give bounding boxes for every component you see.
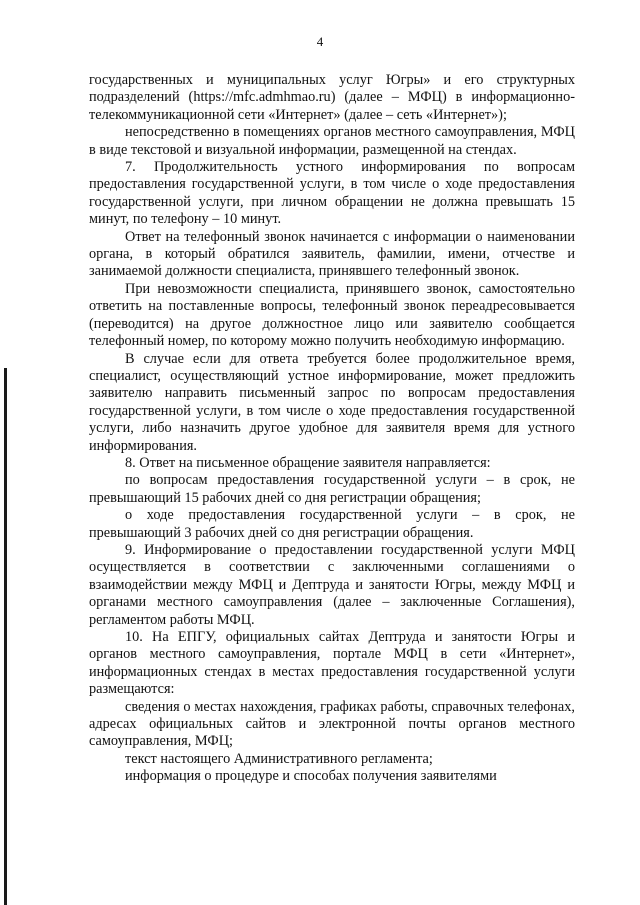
page-number: 4 [316,34,324,49]
paragraph-13: текст настоящего Административного регламента; [125,750,433,767]
document-body [89,72,575,786]
paragraph-8: по вопросам предоставления государственной услуги – в срок, не превышающий 15 рабочих дней со дня регистрации обращения; [89,472,575,506]
paragraph-6: В случае если для ответа требуется более продолжительное время, специалист, осуществляющий устное информирование, может предложить заявителю направить письменный запрос по вопросам предоставления государственной услуги, в том числе о ходе предоставления государственной услуги, либо назначить другое удобное для заявителя время для устного информирования. [89,350,575,454]
paragraph-4: Ответ на телефонный звонок начинается с информации о наименовании органа, в который обратился заявитель, фамилии, имени, отчестве и занимаемой должности специалиста, принявшего телефонный звонок. [89,228,575,280]
paragraph-2: непосредственно в помещениях органов местного самоуправления, МФЦ в виде текстовой и визуальной информации, размещенной на стендах. [89,124,575,158]
paragraph-12: сведения о местах нахождения, графиках работы, справочных телефонах, адресах официальных сайтов и электронной почты органов местного самоуправления, МФЦ; [89,698,575,750]
paragraph-3: 7. Продолжительность устного информирования по вопросам предоставления государственной услуги, в том числе о ходе предоставления государственной услуги, при личном обращении не должна превышать 15 минут, по телефону – 10 минут. [89,159,575,228]
paragraph-11: 10. На ЕПГУ, официальных сайтах Дептруда и занятости Югры и органов местного самоуправления, портале МФЦ в сети «Интернет», информационных стендах в местах предоставления государственной услуги размещаются: [89,629,575,698]
paragraph-5: При невозможности специалиста, принявшего звонок, самостоятельно ответить на поставленные вопросы, телефонный звонок переадресовывается (переводится) на другое должностное лицо или заявителю сообщается телефонный номер, по которому можно получить необходимую информацию. [89,280,575,350]
paragraph-9: о ходе предоставления государственной услуги – в срок, не превышающий 3 рабочих дней со дня регистрации обращения. [89,507,575,541]
scan-margin-bar [4,368,7,905]
paragraph-10: 9. Информирование о предоставлении государственной услуги МФЦ осуществляется в соответствии с заключенными соглашениями о взаимодействии между МФЦ и Дептруда и занятости Югры, между МФЦ и органами местного самоуправления (далее – заключенные Соглашения), регламентом работы МФЦ. [89,541,575,628]
paragraph-1: государственных и муниципальных услуг Югры» и его структурных подразделений (https://mfc.admhmao.ru) (далее – МФЦ) в информационно-телекоммуникационной сети «Интернет» (далее – сеть «Интернет»); [89,72,575,123]
paragraph-7: 8. Ответ на письменное обращение заявителя направляется: [125,454,491,471]
paragraph-14: информация о процедуре и способах получения заявителями [125,768,497,785]
